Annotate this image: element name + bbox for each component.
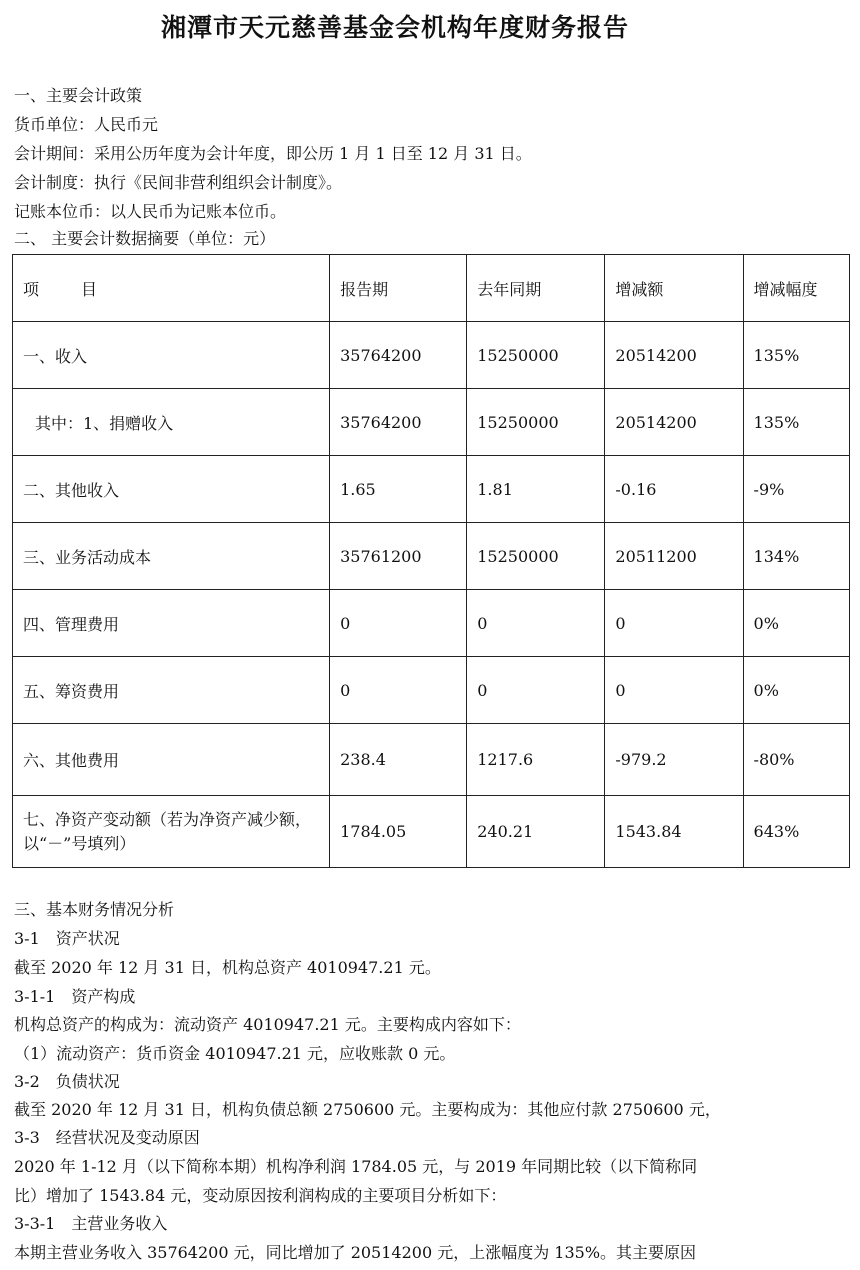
analysis-line: 截至 2020 年 12 月 31 日，机构负债总额 2750600 元。主要构成为：其他应付款 2750600 元，: [14, 1100, 721, 1119]
header-item-char-2: 目: [81, 279, 98, 299]
financial-summary-table: [12, 254, 850, 868]
table-row: [13, 456, 850, 523]
table-row: [13, 523, 850, 590]
row-report: 35761200: [330, 523, 467, 590]
report-title: 湘潭市天元慈善基金会机构年度财务报告: [160, 13, 629, 42]
analysis-line: 3-1 资产状况: [14, 929, 120, 948]
analysis-line: 2020 年 1-12 月（以下简称本期）机构净利润 1784.05 元，与 2019 年同期比较（以下简称同: [14, 1157, 698, 1176]
analysis-line: 本期主营业务收入 35764200 元，同比增加了 20514200 元，上涨幅度为 135%。其主要原因: [14, 1243, 697, 1262]
row-item: 四、管理费用: [13, 590, 330, 657]
row-report: 1784.05: [330, 796, 467, 868]
row-item: 七、净资产变动额（若为净资产减少额，以“－”号填列）: [13, 796, 330, 868]
analysis-line: 3-3-1 主营业务收入: [14, 1214, 168, 1233]
row-pct: 0%: [743, 657, 849, 724]
row-item: 二、其他收入: [13, 456, 330, 523]
analysis-line: 比）增加了 1543.84 元，变动原因按利润构成的主要项目分析如下：: [14, 1186, 507, 1205]
row-change: 1543.84: [605, 796, 743, 868]
table-row: [13, 724, 850, 796]
table-row: [13, 657, 850, 724]
table-row: [13, 322, 850, 389]
row-change: 20514200: [605, 389, 743, 456]
row-last-year: 0: [467, 657, 605, 724]
row-report: 1.65: [330, 456, 467, 523]
analysis-line: 机构总资产的构成为：流动资产 4010947.21 元。主要构成内容如下：: [14, 1015, 521, 1034]
row-change: 20511200: [605, 523, 743, 590]
row-pct: -80%: [743, 724, 849, 796]
row-pct: 134%: [743, 523, 849, 590]
analysis-line: 3-3 经营状况及变动原因: [14, 1128, 200, 1147]
table-row: [13, 590, 850, 657]
row-item: 六、其他费用: [13, 724, 330, 796]
row-pct: 135%: [743, 322, 849, 389]
row-change: -0.16: [605, 456, 743, 523]
analysis-line: 3-1-1 资产构成: [14, 987, 136, 1006]
header-change: 增减额: [605, 255, 743, 322]
row-change: -979.2: [605, 724, 743, 796]
header-report: 报告期: [330, 255, 467, 322]
header-item: [13, 255, 330, 322]
row-item: 其中：1、捐赠收入: [13, 389, 330, 456]
currency-line: 货币单位：人民币元: [14, 115, 159, 134]
row-report: 0: [330, 590, 467, 657]
row-last-year: 1217.6: [467, 724, 605, 796]
row-last-year: 1.81: [467, 456, 605, 523]
row-report: 35764200: [330, 389, 467, 456]
row-pct: -9%: [743, 456, 849, 523]
row-last-year: 240.21: [467, 796, 605, 868]
row-report: 35764200: [330, 322, 467, 389]
header-item-char-1: 项: [23, 279, 40, 299]
header-last-year: 去年同期: [467, 255, 605, 322]
row-item: 三、业务活动成本: [13, 523, 330, 590]
header-change-pct: 增减幅度: [743, 255, 849, 322]
section3-heading: 三、基本财务情况分析: [14, 900, 175, 919]
row-last-year: 0: [467, 590, 605, 657]
analysis-line: 3-2 负债状况: [14, 1072, 120, 1091]
row-change: 0: [605, 590, 743, 657]
row-pct: 0%: [743, 590, 849, 657]
period-line: 会计期间：采用公历年度为会计年度，即公历 1 月 1 日至 12 月 31 日。: [14, 144, 532, 163]
section1-heading: 一、主要会计政策: [14, 86, 143, 105]
row-last-year: 15250000: [467, 523, 605, 590]
row-report: 238.4: [330, 724, 467, 796]
row-change: 20514200: [605, 322, 743, 389]
analysis-line: 截至 2020 年 12 月 31 日，机构总资产 4010947.21 元。: [14, 958, 441, 977]
row-change: 0: [605, 657, 743, 724]
section2-heading: 二、 主要会计数据摘要（单位：元）: [14, 229, 276, 248]
row-report: 0: [330, 657, 467, 724]
row-last-year: 15250000: [467, 322, 605, 389]
row-last-year: 15250000: [467, 389, 605, 456]
bookkeeping-line: 记账本位币：以人民币为记账本位币。: [14, 202, 287, 221]
analysis-line: （1）流动资产：货币资金 4010947.21 元，应收账款 0 元。: [14, 1044, 456, 1063]
row-pct: 135%: [743, 389, 849, 456]
table-row: [13, 796, 850, 868]
table-header-row: [13, 255, 850, 322]
table-row: [13, 389, 850, 456]
row-item: 五、筹资费用: [13, 657, 330, 724]
system-line: 会计制度：执行《民间非营利组织会计制度》。: [14, 173, 343, 192]
row-item: 一、收入: [13, 322, 330, 389]
row-pct: 643%: [743, 796, 849, 868]
